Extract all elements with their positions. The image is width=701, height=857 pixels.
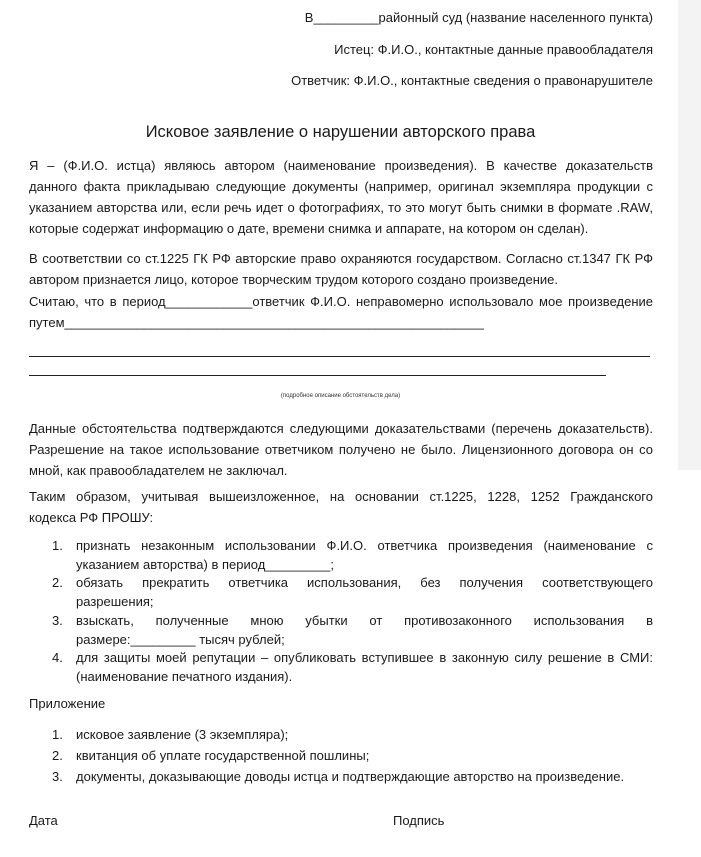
page-margin-strip <box>678 0 701 470</box>
list-number: 3. <box>52 613 63 628</box>
list-number: 1. <box>52 727 63 742</box>
text-line: В соответствии со ст.1225 ГК РФ авторские право охраняются государством. Согласно ст.1347 ГК РФ <box>29 251 653 266</box>
list-number: 2. <box>52 575 63 590</box>
blank-line <box>29 356 650 357</box>
text-line: Данные обстоятельства подтверждаются следующими доказательствами (перечень доказательств). <box>29 421 653 436</box>
text-line: Я – (Ф.И.О. истца) являюсь автором (наименование произведения). В качестве доказательств <box>29 158 653 173</box>
date-label: Дата <box>29 813 58 828</box>
text-line: документы, доказывающие доводы истца и подтверждающие авторство на произведение. <box>76 769 625 784</box>
document-title: Исковое заявление о нарушении авторского права <box>145 123 536 141</box>
list-number: 3. <box>52 769 63 784</box>
signature-label: Подпись <box>393 813 445 828</box>
text-line: Таким образом, учитывая вышеизложенное, на основании ст.1225, 1228, 1252 Гражданского <box>29 489 653 504</box>
blank-caption: (подробное описание обстоятельств дела) <box>280 393 401 399</box>
paragraph-law <box>29 248 653 290</box>
text-line: Разрешение на такое использование ответчиком получено не было. Лицензионного договора он со <box>29 442 653 457</box>
text-line: (наименование печатного издания). <box>76 668 293 684</box>
text-line: признать незаконным использовании Ф.И.О. ответчика произведения (наименование с <box>76 538 653 553</box>
court-line: В_________районный суд (название населенного пункта) <box>304 10 653 25</box>
text-line: путем__________________________________________________________ <box>29 315 484 330</box>
text-line: автором признается лицо, которое творческим трудом которого создано произведение. <box>29 272 558 287</box>
text-line: разрешения; <box>76 593 154 609</box>
list-number: 2. <box>52 748 63 763</box>
list-number: 1. <box>52 538 63 553</box>
text-line: исковое заявление (3 экземпляра); <box>76 727 289 742</box>
blank-line <box>29 375 606 376</box>
text-line: для защиты моей репутации – опубликовать вступившее в законную силу решение в СМИ: <box>76 650 653 665</box>
plaintiff-line: Истец: Ф.И.О., контактные данные правообладателя <box>334 42 653 57</box>
paragraph-evidence <box>29 418 653 481</box>
text-line: квитанция об уплате государственной пошлины; <box>76 748 370 763</box>
list-number: 4. <box>52 650 63 665</box>
appendix-heading: Приложение <box>29 696 106 711</box>
text-line: указанием авторства) в период_________; <box>76 556 334 572</box>
defendant-line: Ответчик: Ф.И.О., контактные сведения о правонарушителе <box>291 73 653 88</box>
text-line: указанием авторства или, если речь идет о фотографиях, то это могут быть снимки в формате .RAW, <box>29 200 653 215</box>
text-line: которые содержат информацию о дате, времени снимка и аппарате, на котором он сделан). <box>29 221 589 236</box>
text-line: мной, как правообладателем не заключал. <box>29 463 288 478</box>
paragraph-authorship <box>29 155 653 239</box>
text-line: взыскать, полученные мною убытки от противозаконного использования в <box>76 613 653 628</box>
paragraph-request <box>29 486 653 528</box>
text-line: обязать прекратить ответчика использования, без получения соответствующего <box>76 575 653 590</box>
text-line: Считаю, что в период____________ответчик Ф.И.О. неправомерно использовало мое произведение <box>29 294 653 309</box>
text-line: кодекса РФ ПРОШУ: <box>29 510 154 525</box>
text-line: данного факта прикладываю следующие документы (например, оригинал экземпляра продукции с <box>29 179 653 194</box>
text-line: размере:_________ тысяч рублей; <box>76 631 285 647</box>
paragraph-violation <box>29 291 653 333</box>
